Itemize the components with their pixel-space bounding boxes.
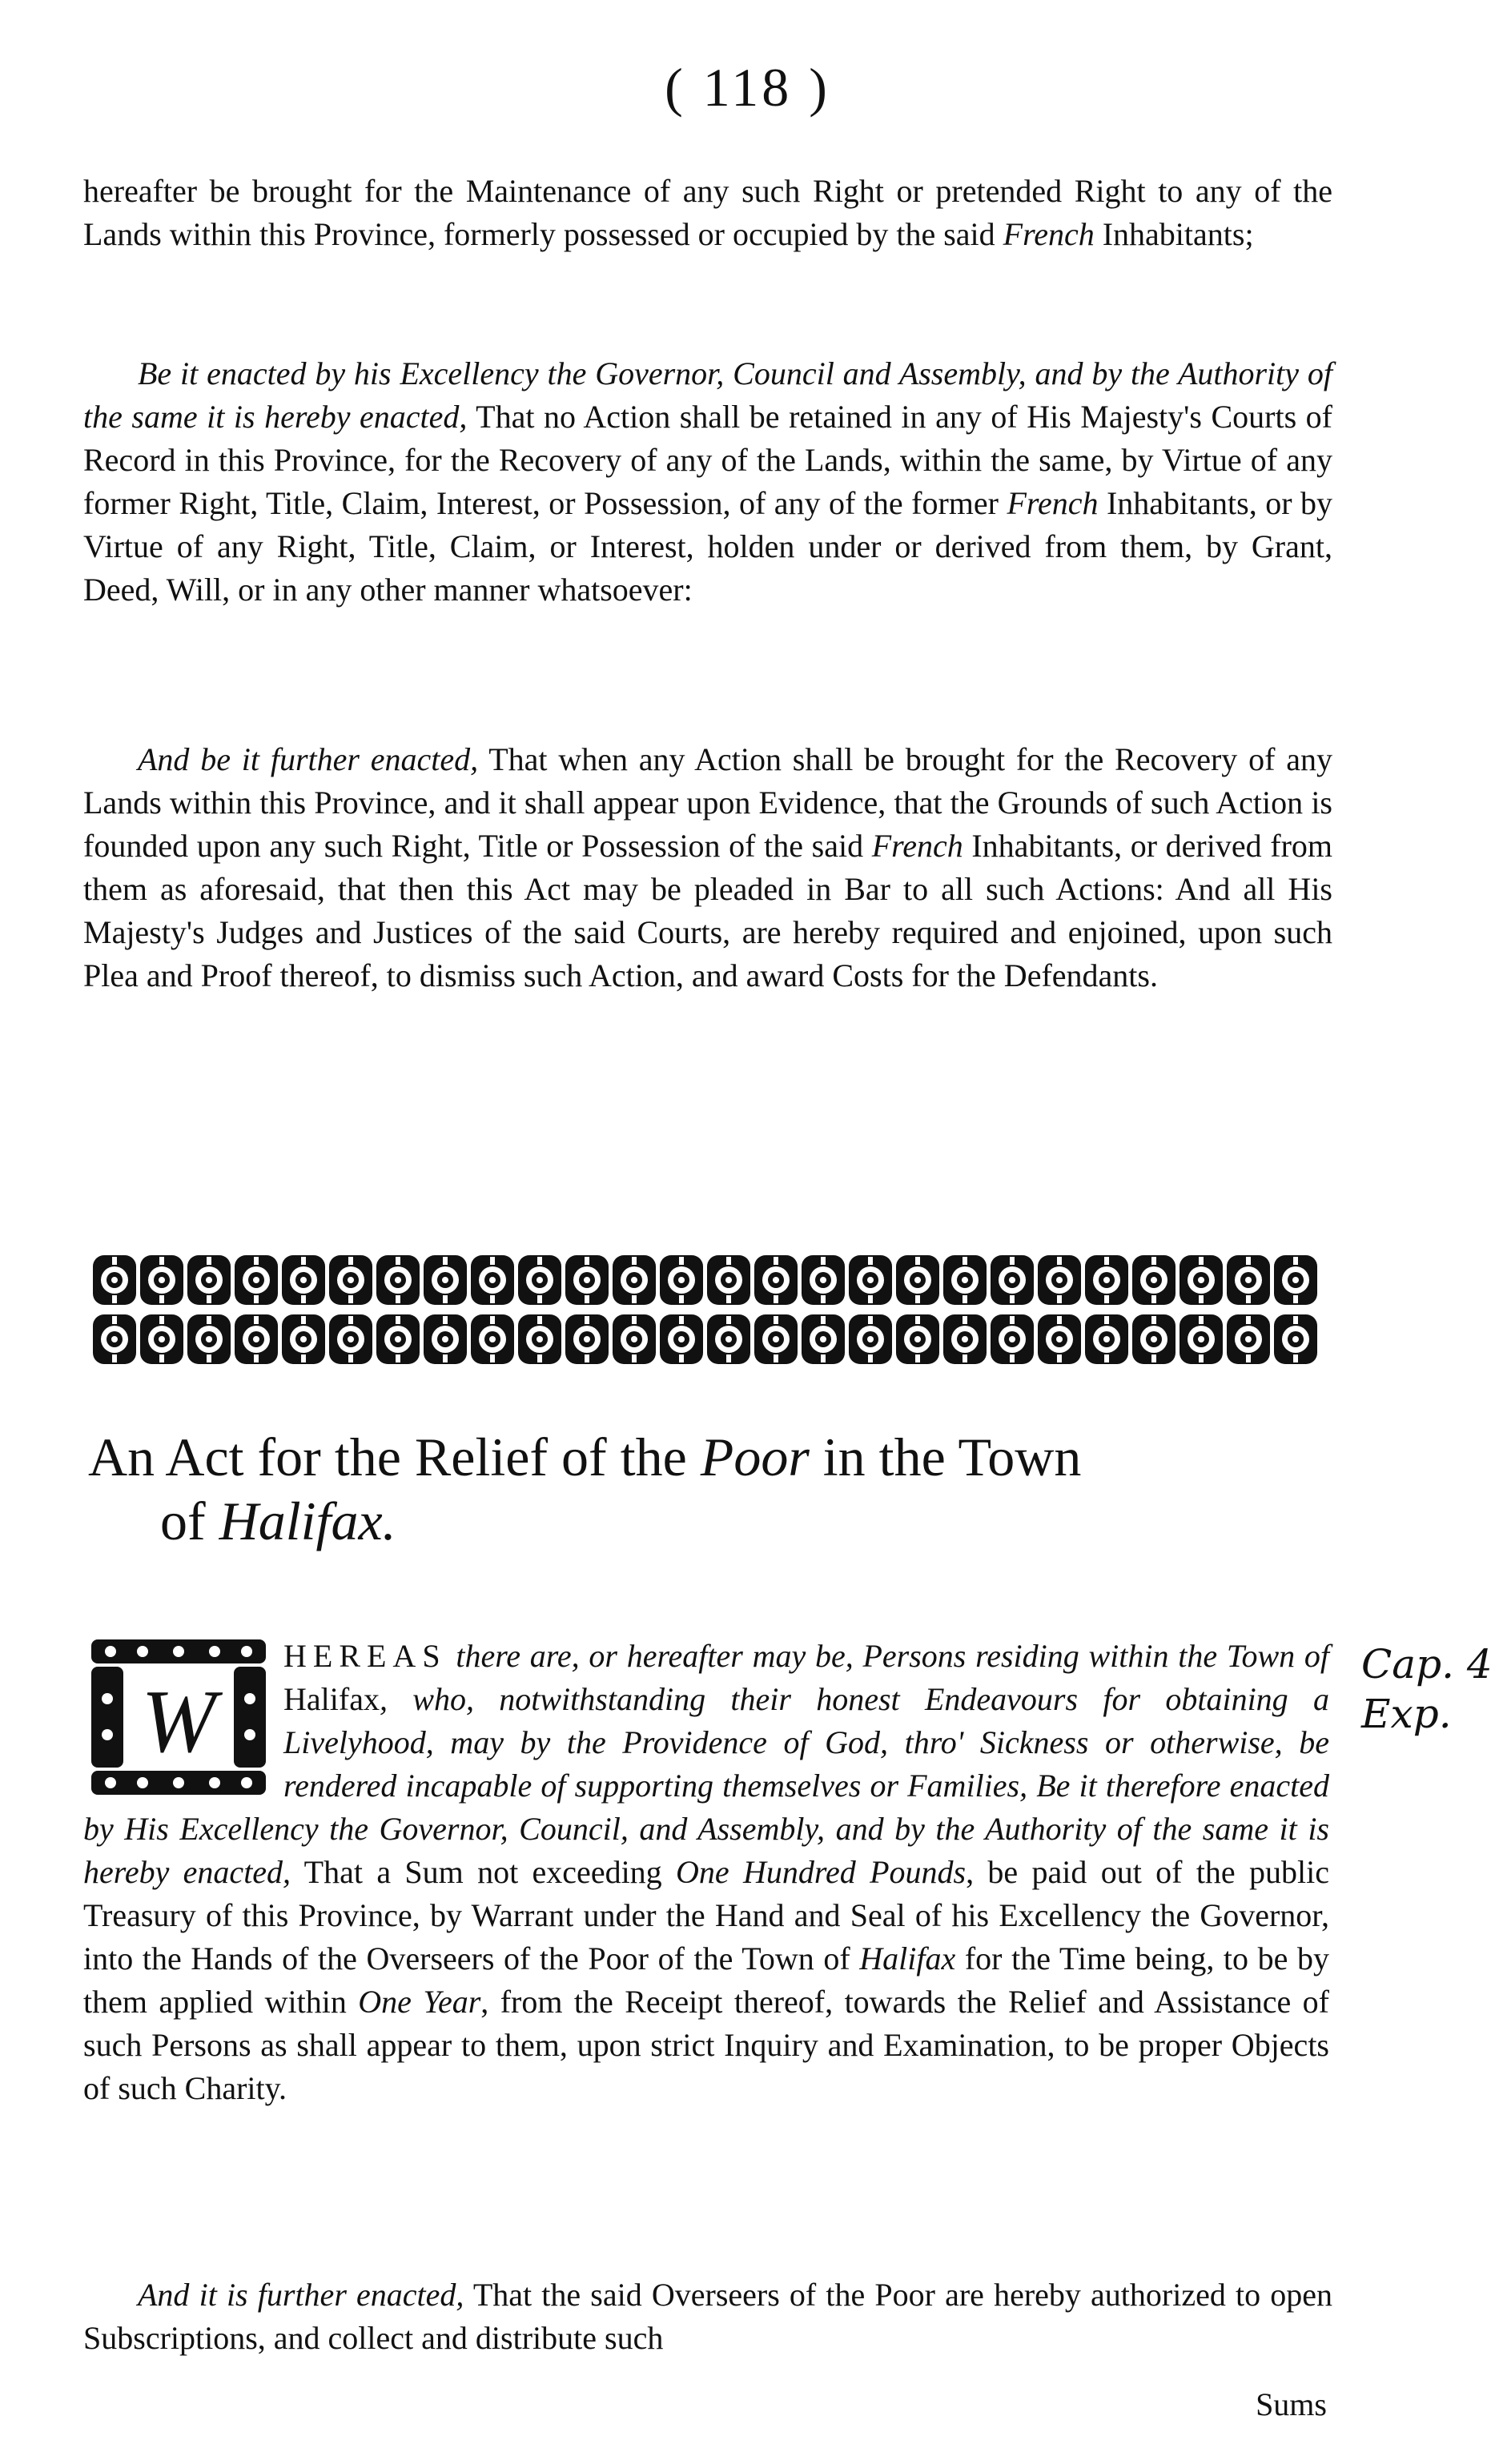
divider-row-bottom [93,1314,1317,1364]
ornament-unit [329,1255,372,1305]
ornament-unit [565,1255,609,1305]
ornament-unit [849,1314,892,1364]
ornament-unit [802,1255,845,1305]
ornament-unit [896,1314,939,1364]
ornament-unit [660,1314,703,1364]
second-clause-text: That when any Action shall be brought for the Recovery of any Lands within this Province, and it shall appear upon Evidence, that the Grounds of such Action is founded upon any such Right, Title or Possession of the said [83,741,1332,864]
ornament-unit [424,1255,467,1305]
ornament-unit [613,1314,656,1364]
second-clause-formula: And be it further enacted, [138,741,479,777]
enacting-text: That no Action shall be retained in any of His Majesty's Courts of Record in this Province, for the Recovery of any of the Lands, within the same, by Virtue of any former Right, Title, Claim, Interest, or Possession, of any of the former [83,399,1332,521]
ornament-unit [1132,1314,1176,1364]
page-number: ( 118 ) [665,57,830,118]
second-clause-french: French [871,828,963,864]
ornament-unit [329,1314,372,1364]
ornament-unit [1180,1255,1223,1305]
act-title: An Act for the Relief of the Poor in the Town of Halifax. [88,1427,1082,1551]
enacting-french: French [1007,485,1099,521]
ornamental-divider [88,1249,1325,1370]
ornament-unit [1227,1255,1270,1305]
second-clause-tail: Inhabitants, or derived from them as aforesaid, that then this Act may be pleaded in Bar to all such Actions: And all His Majesty's Judges and Justices of the said Courts, are hereby required and enjoined, upon such Plea and Proof thereof, to dismiss such Action, and award Costs for the Defendants. [83,828,1333,993]
whereas-paragraph: HEREAS there are, or hereafter may be, Persons residing within the Town of Halifax, who, notwithstanding their honest Endeavours for obtaining a Livelyhood, may by the Providence of God, thro' Sickness or otherwise, be rendered incapable of supporting themselves or Families, Be it therefore enacted by His Excellency the Governor, Council, and Assembly, and by the Authority of the same it is hereby enacted, That a Sum not exceeding One Hundred Pounds, be paid out of the public Treasury of this Province, by Warrant under the Hand and Seal of his Excellency the Governor, into the Hands of the Overseers of the Poor of the Town of Halifax for the Time being, to be by them applied within One Year, from the Receipt thereof, towards the Relief and Assistance of such Persons as shall appear to them, upon strict Inquiry and Examination, to be proper Objects of such Charity. [83,1635,1329,2110]
ornament-unit [1038,1314,1081,1364]
catchword: Sums [1256,2386,1327,2422]
ornament-unit [1085,1255,1128,1305]
svg-text:W: W [141,1672,216,1772]
ornament-unit [140,1314,183,1364]
ornament-unit [754,1255,798,1305]
preamble-text: hereafter be brought for the Maintenance of any such Right or pretended Right to any of the Lands within this Province, formerly possessed or occupied by the said [83,173,1332,252]
ornament-unit [93,1255,136,1305]
enacting-clause [83,352,1332,612]
ornament-unit [1227,1314,1270,1364]
ornament-unit [424,1314,467,1364]
ornament-unit [187,1255,231,1305]
ornament-unit [754,1314,798,1364]
further-enacted-text: That the said Overseers of the Poor are hereby authorized to open Subscriptions, and collect and distribute such [83,2277,1333,2356]
ornament-unit [849,1255,892,1305]
ornament-unit [991,1314,1034,1364]
ornament-unit [613,1255,656,1305]
marginal-note: Cap. 4 Exp. [1361,1641,1493,1737]
ornament-unit [1274,1314,1317,1364]
enacting-tail: Inhabitants, or by Virtue of any Right, Title, Claim, or Interest, holden under or derived from them, by Grant, Deed, Will, or in any other manner whatsoever: [83,485,1332,608]
ornament-unit [565,1314,609,1364]
ornament-unit [187,1314,231,1364]
further-enacted-formula: And it is further enacted, [138,2277,464,2313]
ornament-unit [1085,1314,1128,1364]
ornament-unit [282,1314,325,1364]
ornament-unit [943,1314,987,1364]
ornament-unit [707,1314,750,1364]
ornament-unit [660,1255,703,1305]
ornament-unit [376,1314,420,1364]
divider-row-top [93,1255,1317,1305]
ornament-unit [1180,1314,1223,1364]
ornament-unit [93,1314,136,1364]
ornament-unit [991,1255,1034,1305]
enacting-formula: Be it enacted by his Excellency the Governor, Council and Assembly, and by the Authority of the same it is hereby enacted, [83,355,1332,435]
ornament-unit [282,1255,325,1305]
preamble-tail: Inhabitants; [1094,216,1254,252]
ornament-unit [1132,1255,1176,1305]
preamble-french: French [1003,216,1095,252]
ornament-unit [943,1255,987,1305]
ornament-unit [471,1255,514,1305]
ornament-unit [1274,1255,1317,1305]
ornament-unit [802,1314,845,1364]
ornament-unit [235,1255,278,1305]
preamble-continuation [83,170,1332,256]
ornament-unit [235,1314,278,1364]
second-clause [83,738,1332,997]
ornament-unit [518,1314,561,1364]
drop-cap-spacer [83,1635,283,1803]
further-enacted-clause [83,2273,1332,2360]
whereas-lead: HEREAS [283,1638,447,1674]
ornament-unit [896,1255,939,1305]
ornament-unit [376,1255,420,1305]
ornament-unit [707,1255,750,1305]
ornament-unit [140,1255,183,1305]
ornament-unit [471,1314,514,1364]
ornament-unit [518,1255,561,1305]
ornament-unit [1038,1255,1081,1305]
